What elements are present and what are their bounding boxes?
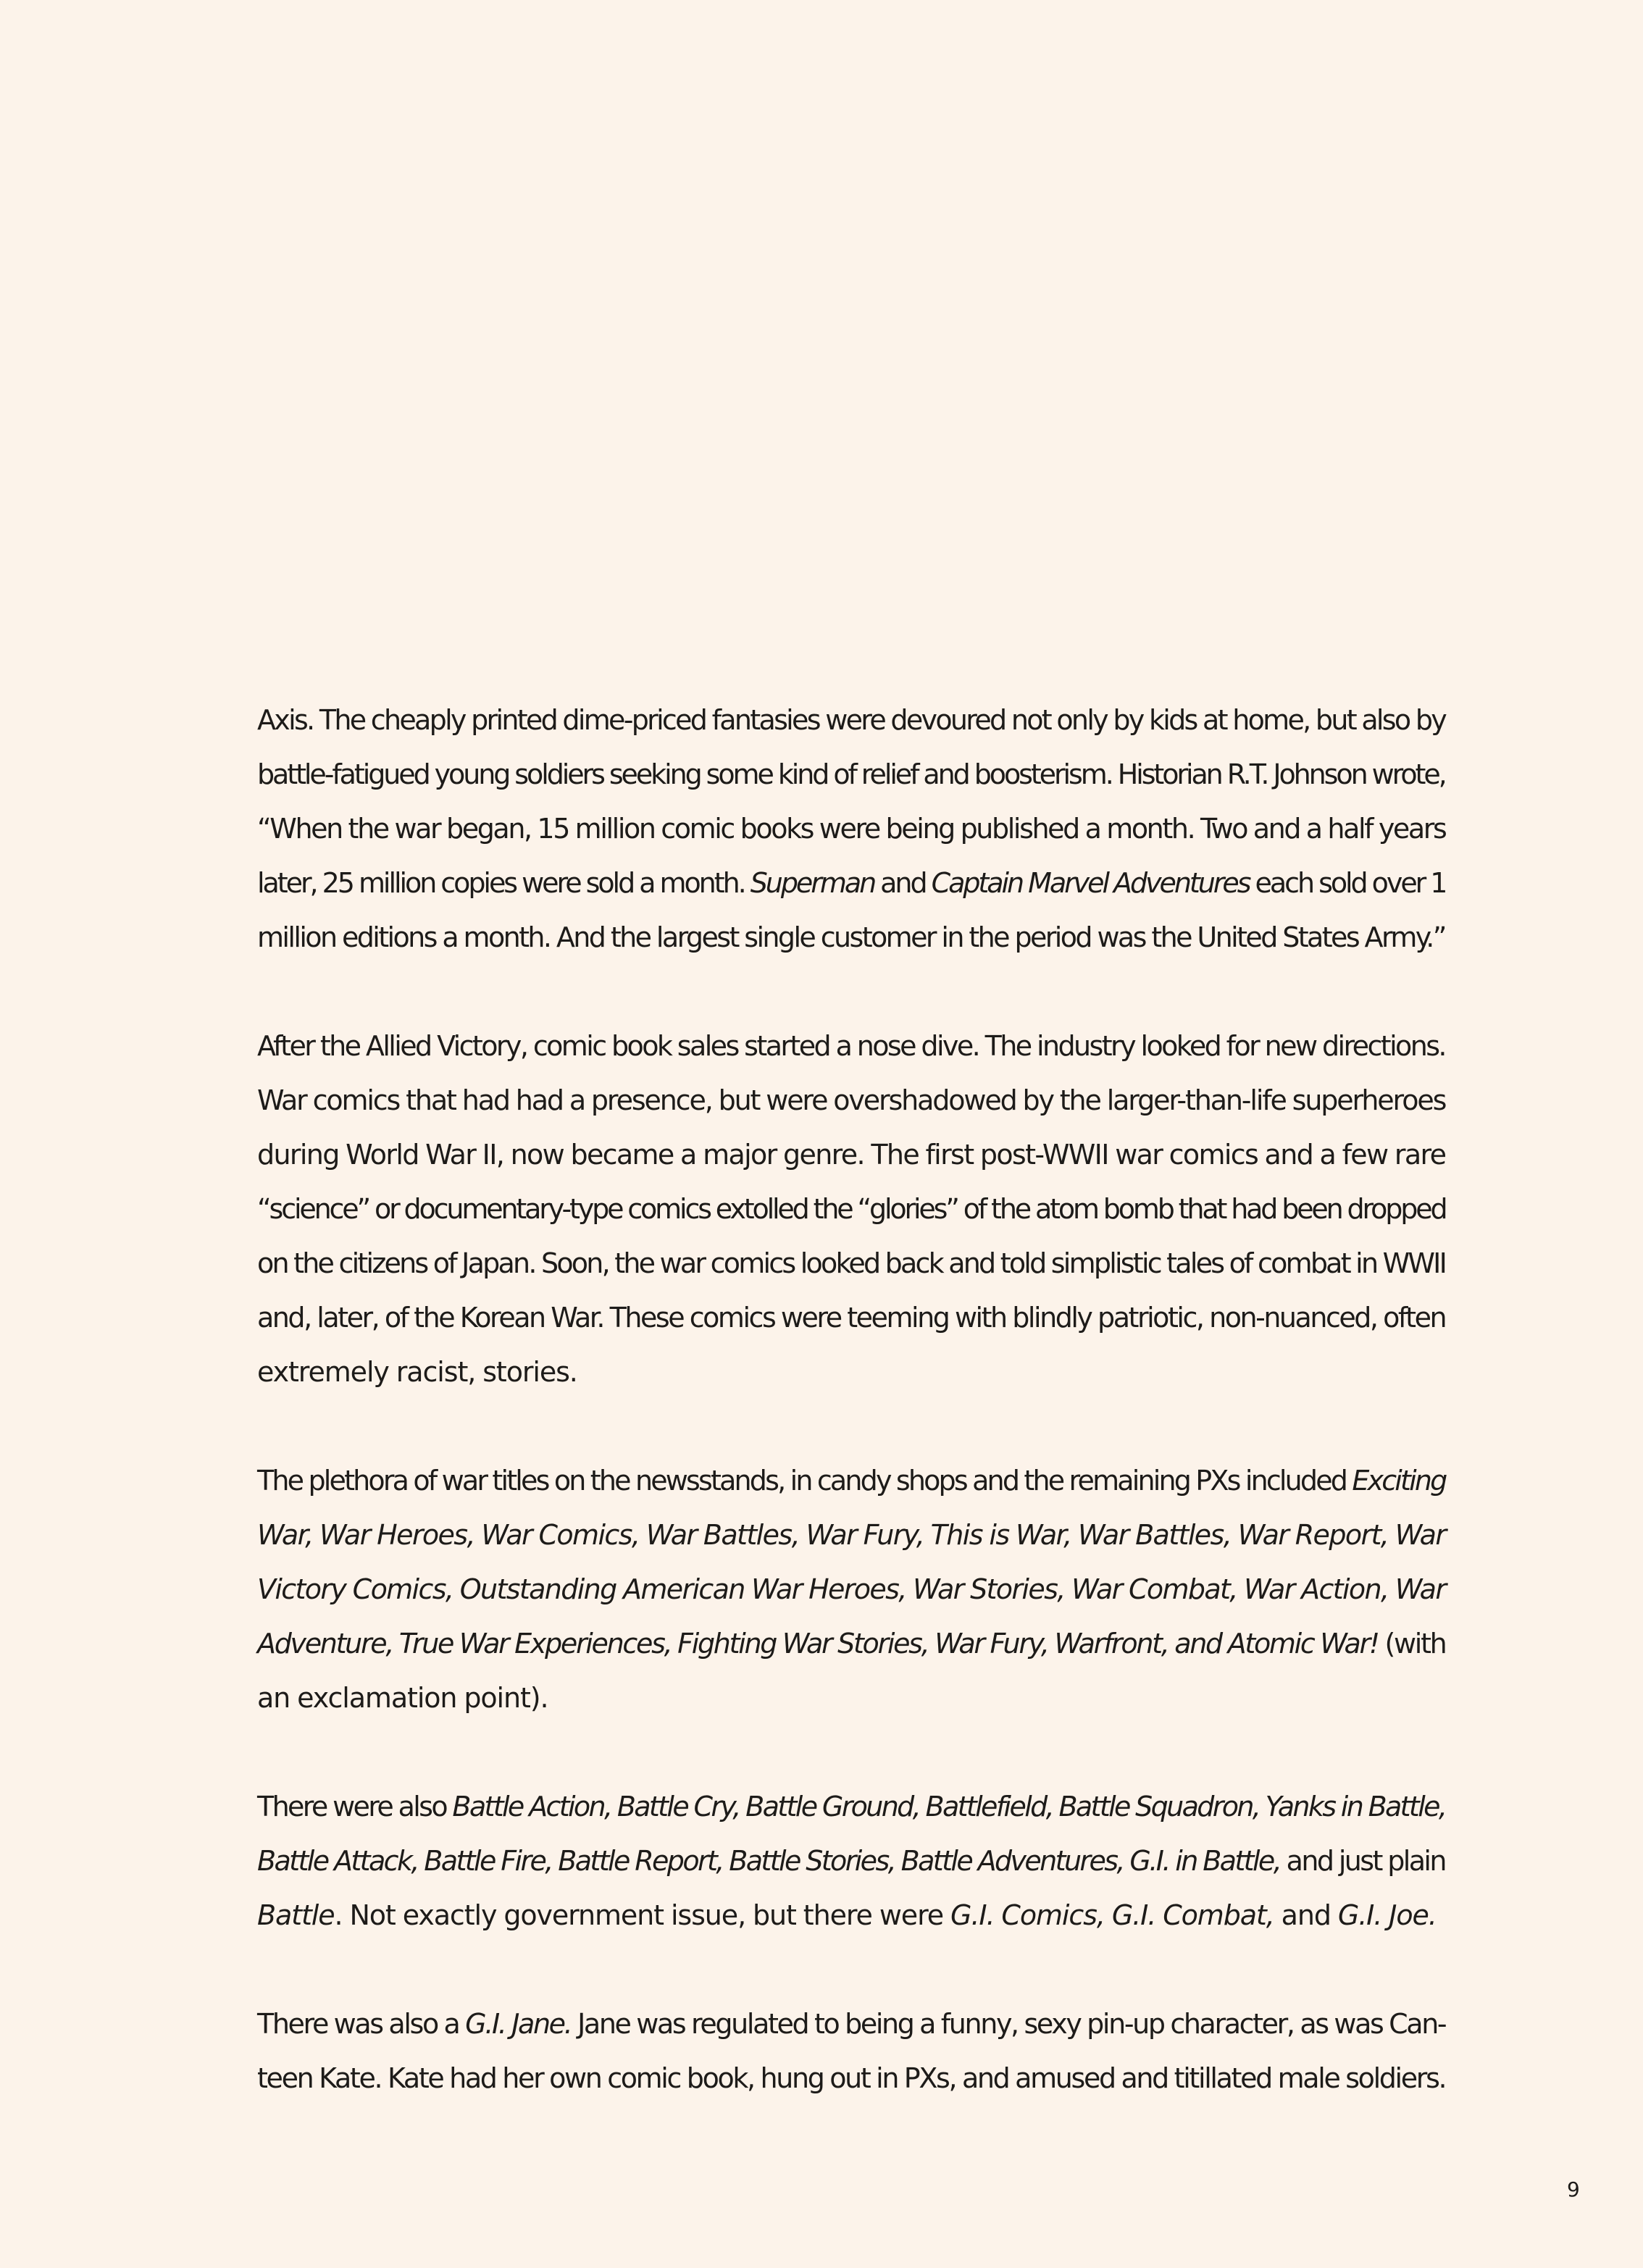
text-line [257,1128,1445,1182]
paragraph [257,693,1445,965]
text-run: million editions a month. And the largest single customer in the period was the United States Army.” [257,921,1445,953]
paragraph [257,1454,1445,1725]
text-run: and just plain [1280,1845,1445,1877]
text-run: and [874,867,932,899]
italic-title-run: War, War Heroes, War Comics, War Battles, War Fury, This is War, War Battles, War Report, War [257,1519,1446,1551]
text-line [257,1617,1445,1671]
text-run: each sold over 1 [1249,867,1446,899]
text-line [257,1291,1445,1345]
text-line [257,1671,1445,1725]
italic-title-run: Battle [257,1899,335,1931]
text-line [257,1834,1445,1888]
text-line [257,911,1445,965]
text-run: After the Allied Victory, comic book sales started a nose dive. The industry looked for new directions. [257,1030,1445,1062]
text-line [257,1997,1445,2051]
text-line [257,1074,1445,1128]
text-run: and, later, of the Korean War. These comics were teeming with blindly patriotic, non-nuanced, often [257,1302,1446,1334]
text-run: The plethora of war titles on the newsstands, in candy shops and the remaining PXs included [257,1465,1353,1497]
text-run: battle-fatigued young soldiers seeking some kind of relief and boosterism. Historian R.T. Johnson wrote, [257,758,1445,790]
text-line [257,1454,1445,1508]
text-run: (with [1378,1628,1446,1660]
text-line [257,1780,1445,1834]
text-line [257,1345,1445,1399]
text-line [257,1182,1445,1236]
italic-title-run: Adventure, True War Experiences, Fighting War Stories, War Fury, Warfront, and Atomic War! [257,1628,1379,1660]
text-line [257,693,1445,748]
text-line [257,1236,1445,1291]
text-run: War comics that had had a presence, but were overshadowed by the larger-than-life superheroes [257,1084,1446,1116]
text-run: extremely racist, stories. [257,1356,577,1388]
text-line [257,2051,1445,2106]
text-run: Jane was regulated to being a funny, sexy pin-up character, as was Can- [571,2008,1446,2040]
text-line [257,1562,1445,1617]
text-line [257,802,1445,856]
text-line [257,1888,1445,1943]
text-line [257,856,1445,911]
italic-title-run: Captain Marvel Adventures [931,867,1250,899]
text-run: “When the war began, 15 million comic books were being published a month. Two and a half years [257,813,1446,845]
text-run: during World War II, now became a major genre. The first post-WWII war comics and a few rare [257,1139,1446,1171]
text-run: teen Kate. Kate had her own comic book, hung out in PXs, and amused and titillated male soldiers. [257,2062,1446,2094]
text-run: and [1274,1899,1338,1931]
paragraph [257,1997,1445,2106]
text-line [257,748,1445,802]
text-run: There were also [257,1791,453,1823]
text-line [257,1508,1445,1562]
paragraph [257,1780,1445,1943]
text-run: on the citizens of Japan. Soon, the war comics looked back and told simplistic tales of combat in WWII [257,1247,1446,1279]
italic-title-run: Superman [750,867,875,899]
text-run: Axis. The cheaply printed dime-priced fantasies were devoured not only by kids at home, but also by [257,704,1446,736]
italic-title-run: G.I. Comics, G.I. Combat, [950,1899,1274,1931]
paragraph [257,1019,1445,1399]
body-text [257,693,1445,2106]
italic-title-run: G.I. Jane. [465,2008,572,2040]
text-run: There was also a [257,2008,466,2040]
text-run: later, 25 million copies were sold a month. [257,867,751,899]
text-run: an exclamation point). [257,1682,548,1714]
page-number: 9 [1567,2177,1580,2201]
italic-title-run: Battle Attack, Battle Fire, Battle Report, Battle Stories, Battle Adventures, G.I. in Battle, [257,1845,1281,1877]
text-line [257,1019,1445,1074]
text-run: “science” or documentary-type comics extolled the “glories” of the atom bomb that had been dropped [257,1193,1446,1225]
italic-title-run: Victory Comics, Outstanding American War Heroes, War Stories, War Combat, War Action, War [257,1573,1446,1605]
italic-title-run: G.I. Joe. [1337,1899,1437,1931]
text-run: . Not exactly government issue, but there were [334,1899,951,1931]
italic-title-run: Exciting [1352,1465,1446,1497]
italic-title-run: Battle Action, Battle Cry, Battle Ground, Battlefield, Battle Squadron, Yanks in Battle, [452,1791,1446,1823]
